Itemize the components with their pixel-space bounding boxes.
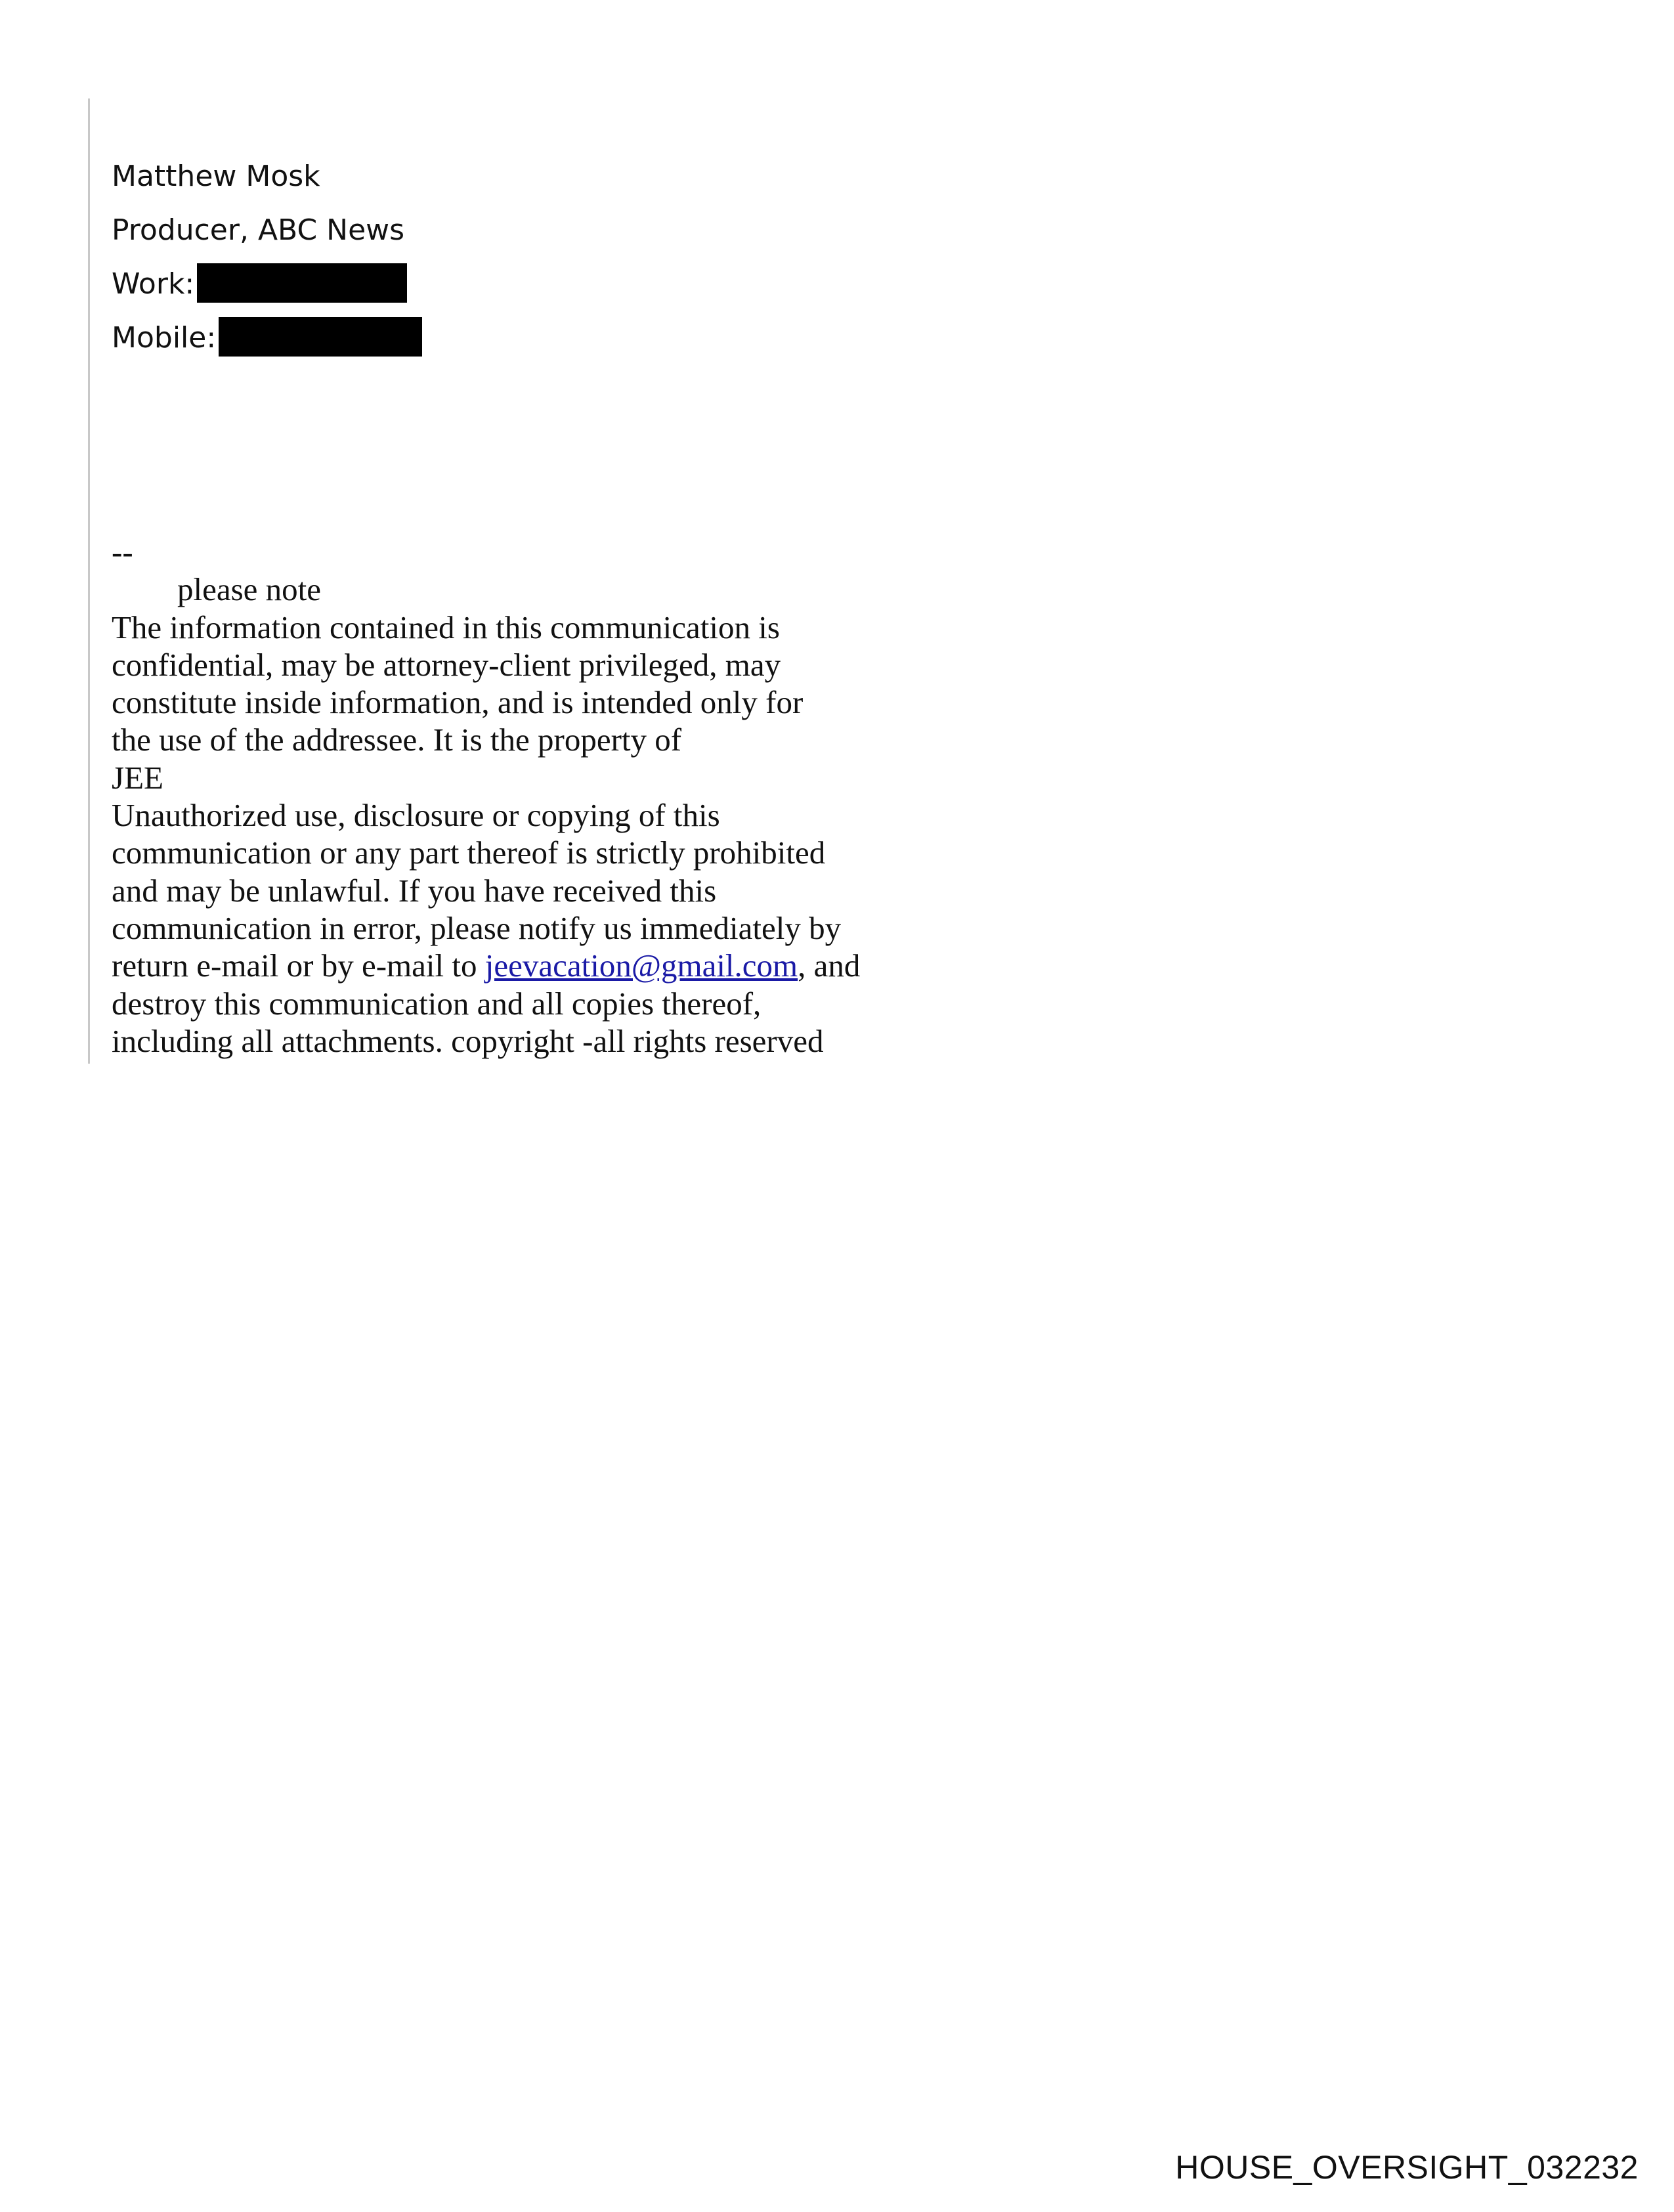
disclaimer-line: constitute inside information, and is intended only for: [112, 684, 804, 721]
redaction-box-work: [197, 263, 407, 303]
disclaimer-line: communication or any part thereof is strictly prohibited: [112, 835, 826, 871]
redaction-box-mobile: [219, 317, 422, 357]
disclaimer-email-line: [112, 947, 860, 984]
mobile-label: Mobile:: [112, 321, 217, 355]
disclaimer-line: Unauthorized use, disclosure or copying of this: [112, 797, 720, 834]
disclaimer-line: including all attachments. copyright -all rights reserved: [112, 1022, 824, 1059]
please-note: please note: [177, 571, 322, 608]
email-suffix: , and: [798, 947, 861, 984]
email-link[interactable]: jeevacation@gmail.com: [484, 947, 798, 984]
disclaimer-line: the use of the addressee. It is the property of: [112, 722, 682, 758]
work-phone-line: [112, 257, 422, 311]
separator: --: [112, 534, 133, 570]
disclaimer-line: and may be unlawful. If you have received this: [112, 872, 717, 909]
confidentiality-disclaimer: [112, 533, 860, 1060]
disclaimer-line: confidential, may be attorney-client privileged, may: [112, 646, 781, 683]
quote-bar: [88, 98, 90, 1064]
work-label: Work:: [112, 267, 195, 301]
email-signature: [112, 150, 422, 365]
disclaimer-line: JEE: [112, 759, 163, 796]
disclaimer-line: The information contained in this communication is: [112, 609, 780, 645]
email-prefix: return e-mail or by e-mail to: [112, 947, 485, 984]
sender-name: Matthew Mosk: [112, 160, 320, 193]
disclaimer-line: destroy this communication and all copies thereof,: [112, 985, 762, 1022]
bates-number: HOUSE_OVERSIGHT_032232: [1175, 2149, 1639, 2186]
sender-title: Producer, ABC News: [112, 213, 405, 247]
mobile-phone-line: [112, 311, 422, 365]
disclaimer-line: communication in error, please notify us immediately by: [112, 909, 842, 946]
